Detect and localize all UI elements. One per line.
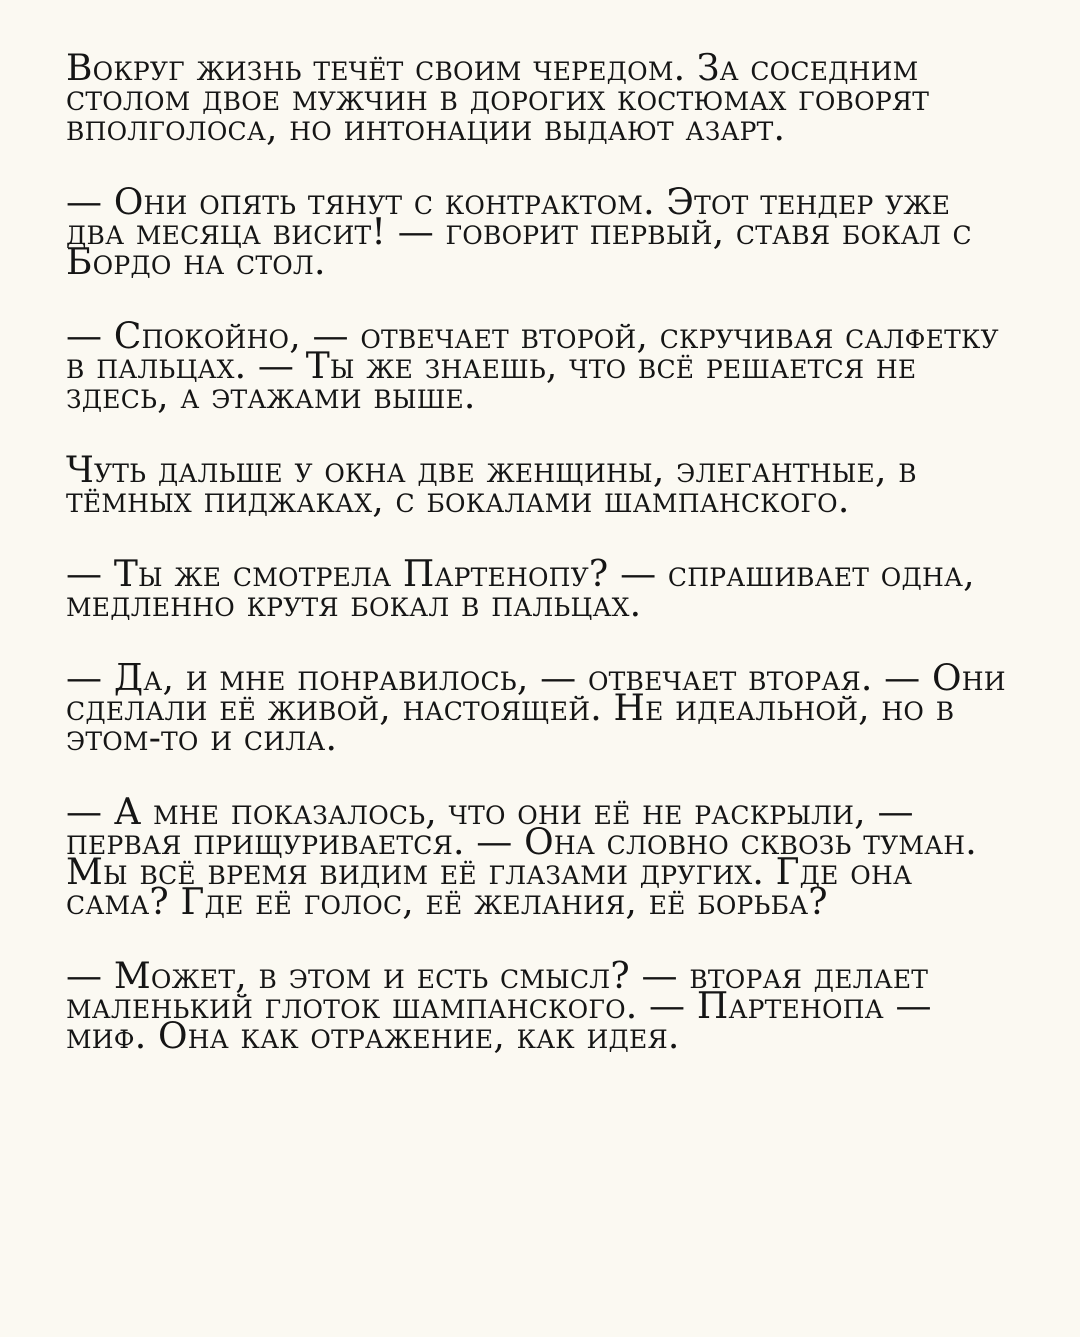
paragraph-dialogue-5: — А мне показалось, что они её не раскрыли, — первая прищуривается. — Она словно сквозь туман. Мы всё время видим её глазами других. Где она сама? Где её голос, её желания, её борьба?	[66, 792, 977, 923]
paragraph-dialogue-1: — Они опять тянут с контрактом. Этот тендер уже два месяца висит! — говорит первый, ставя бокал с Бордо на стол.	[66, 182, 972, 283]
paragraph-dialogue-4: — Да, и мне понравилось, — отвечает вторая. — Они сделали её живой, настоящей. Не идеальной, но в этом-то и сила.	[66, 658, 1006, 759]
paragraph-dialogue-3: — Ты же смотрела Партенопу? — спрашивает одна, медленно крутя бокал в пальцах.	[66, 554, 975, 625]
paragraph-narration-1: Вокруг жизнь течёт своим чередом. За соседним столом двое мужчин в дорогих костюмах говорят вполголоса, но интонации выдают азарт.	[66, 48, 930, 149]
paragraph-dialogue-2: — Спокойно, — отвечает второй, скручивая салфетку в пальцах. — Ты же знаешь, что всё решается не здесь, а этажами выше.	[66, 316, 999, 417]
paragraph-dialogue-6: — Может, в этом и есть смысл? — вторая делает маленький глоток шампанского. — Партенопа — миф. Она как отражение, как идея.	[66, 956, 932, 1057]
paragraph-narration-2: Чуть дальше у окна две женщины, элегантные, в тёмных пиджаках, с бокалами шампанского.	[66, 450, 917, 521]
